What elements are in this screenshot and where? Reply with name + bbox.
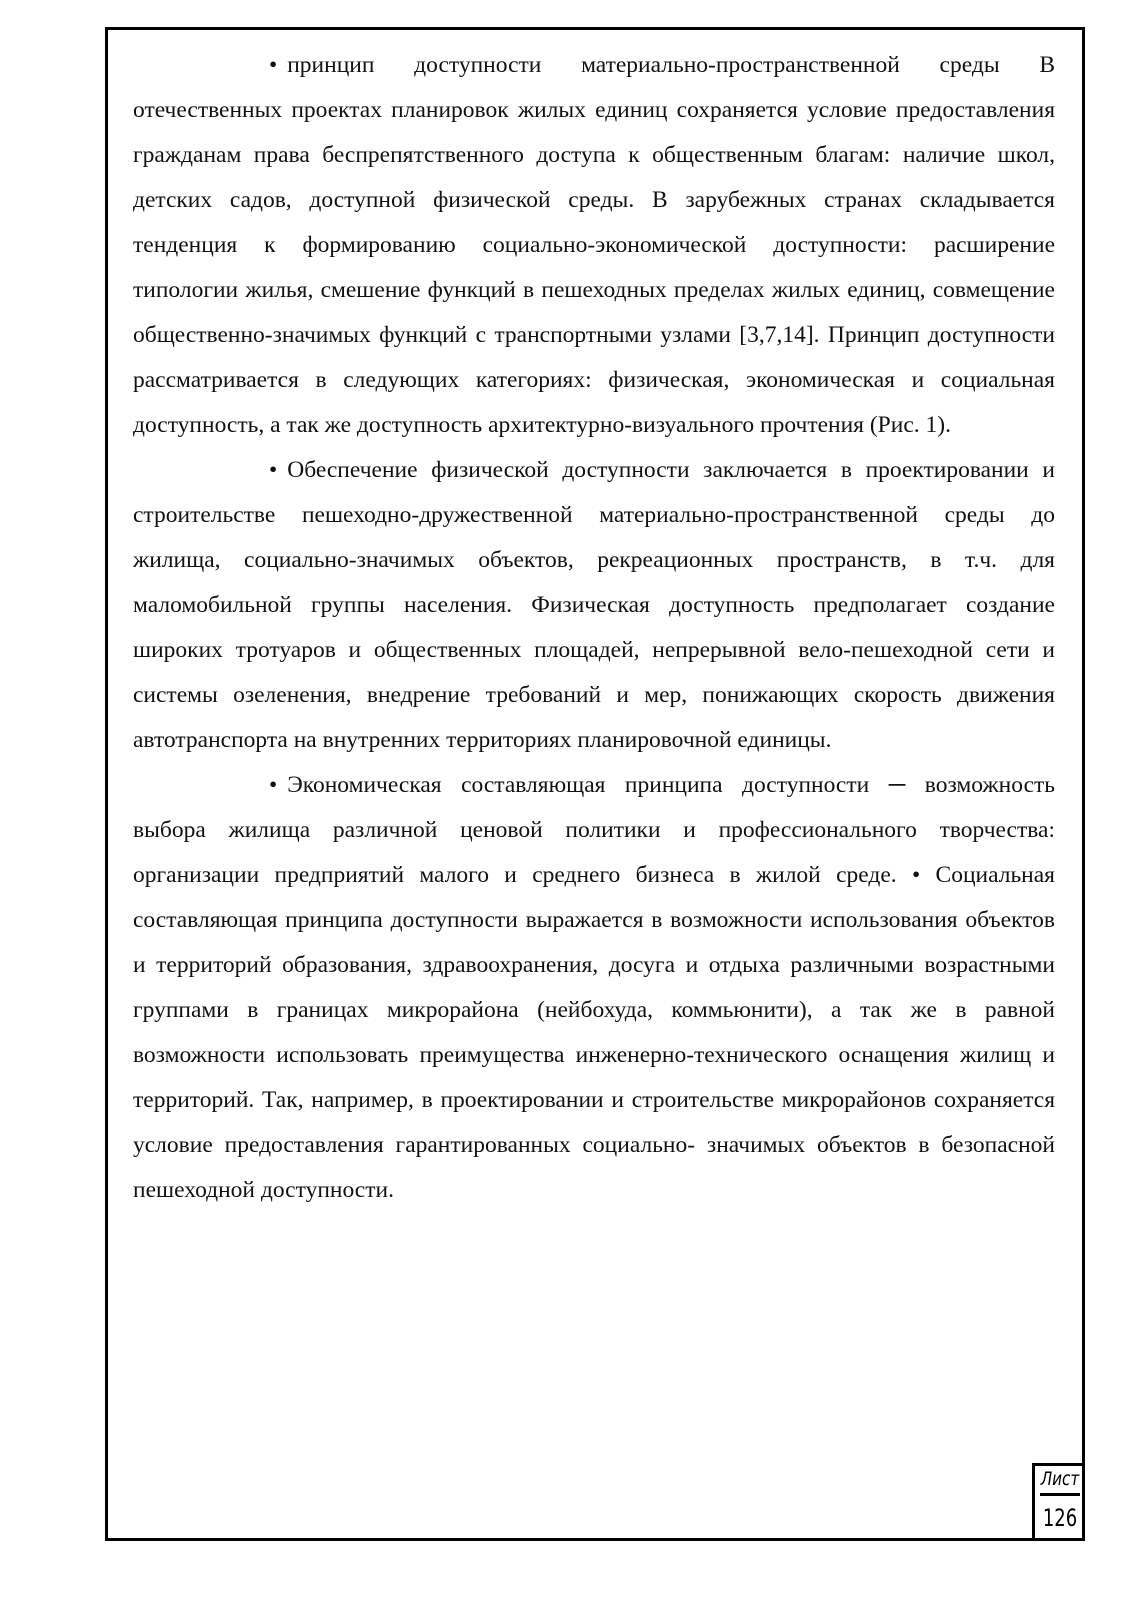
bullet-icon: • [269, 457, 278, 483]
sheet-stamp [1032, 1463, 1085, 1541]
bullet-icon: • [269, 52, 278, 78]
paragraph-text: принцип доступности материально-пространственной среды В отечественных проектах планировок жилых единиц сохраняется условие предоставления гражданам права беспрепятственного доступа к общественным благам: наличие школ, детских садов, доступной физической среды. В зарубежных странах складывается тенденция к формированию социально-экономической доступности: расширение типологии жилья, смешение функций в пешеходных пределах жилых единиц, совмещение общественно-значимых функций с транспортными узлами [3,7,14]. Принцип доступности рассматривается в следующих категориях: физическая, экономическая и социальная доступность, а так же доступность архитектурно-визуального прочтения (Рис. 1). [133, 52, 1055, 438]
paragraph-economic-accessibility [133, 763, 1055, 1213]
paragraph-physical-accessibility [133, 448, 1055, 763]
paragraph-text: Экономическая составляющая принципа доступности ─ возможность выбора жилища различной ценовой политики и профессионального творчества: организации предприятий малого и среднего бизнеса в жилой среде. • Социальная составляющая принципа доступности выражается в возможности использования объектов и территорий образования, здравоохранения, досуга и отдыха различными возрастными группами в границах микрорайона (нейбохуда, коммьюнити), а так же в равной возможности использовать преимущества инженерно-технического оснащения жилищ и территорий. Так, например, в проектировании и строительстве микрорайонов сохраняется условие предоставления гарантированных социально- значимых объектов в безопасной пешеходной доступности. [133, 772, 1055, 1203]
bullet-icon: • [269, 772, 278, 798]
sheet-label: Лист [1040, 1466, 1080, 1496]
paragraph-accessibility-principle [133, 43, 1055, 448]
document-body [133, 43, 1055, 1213]
paragraph-text: Обеспечение физической доступности заключается в проектировании и строительстве пешеходно-дружественной материально-пространственной среды до жилища, социально-значимых объектов, рекреационных пространств, в т.ч. для маломобильной группы населения. Физическая доступность предполагает создание широких тротуаров и общественных площадей, непрерывной вело-пешеходной сети и системы озеленения, внедрение требований и мер, понижающих скорость движения автотранспорта на внутренних территориях планировочной единицы. [133, 457, 1055, 753]
sheet-number: 126 [1042, 1504, 1078, 1532]
